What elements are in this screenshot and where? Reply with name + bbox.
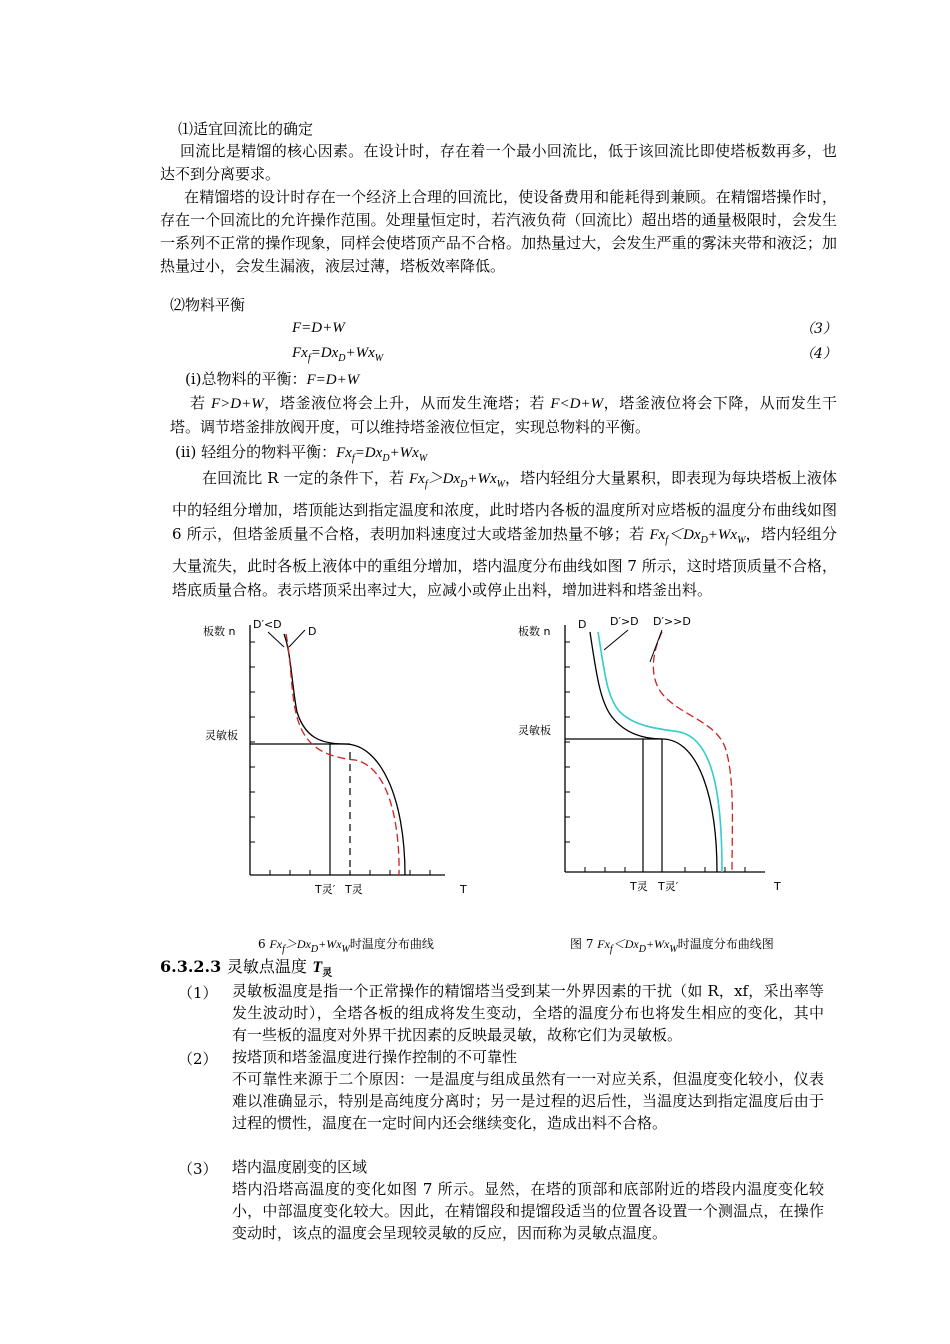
fig7-tick-tprime: T灵′	[658, 880, 679, 893]
paragraph-light-component: 在回流比 R 一定的条件下，若 $Fx_f>Dx_D+Wx_W$，塔内轻组分大量累积，即表现为每块塔板上液体中的轻组分增加，塔顶能达到指定温度和浓度，此时塔内各板的温度所对应塔板的温度分布曲线如图 6 所示，但塔釜质量不合格，表明加料速度过大或塔釜加热量不够；若 $Fx_f<Dx_D+Wx_W$，塔内轻组分大量流失，此时各板上液体中的重组分增加，塔内温度分布曲线如图 7 所示，这时塔顶质量不合格，塔底质量合格。表示塔顶采出率过大，应减小或停止出料，增加进料和塔釜出料。	[172, 469, 837, 599]
item-3-body: 塔内沿塔高温度的变化如图 7 所示。显然，在塔的顶部和底部附近的塔段内温度变化较小，中部温度变化较大。因此，在精馏段和提馏段适当的位置各设置一个测温点，在操作变动时，该点的温度会呈现较灵敏的反应，因而称为灵敏点温度。	[232, 1180, 824, 1242]
figure-7	[510, 612, 810, 902]
equation-3: F=D+W	[292, 320, 345, 336]
fig7-label-ddprime: D′>>D	[653, 615, 691, 628]
fig6-label-dprime: D′<D	[253, 618, 282, 631]
section-1-title: ⑴适宜回流比的确定	[178, 120, 314, 138]
fig7-tick-t: T灵	[630, 880, 648, 893]
fig7-label-dprime: D′>D	[610, 615, 639, 628]
fig7-y-ticks	[565, 642, 570, 842]
fig6-leader-dprime	[268, 632, 284, 647]
fig7-y-label: 板数 n	[518, 625, 551, 638]
figure-7-caption: 图 7 $Fx_f<Dx_D+Wx_W$时温度分布曲线图	[570, 937, 774, 955]
fig6-tick-tprime: T灵′	[315, 883, 336, 896]
paragraph-total-balance: 若 F>D+W，塔釜液位将会上升，从而发生淹塔；若 F<D+W，塔釜液位将会下降，从而发生干塔。调节塔釜排放阀开度，可以维持塔釜液位恒定，实现总物料的平衡。	[170, 394, 837, 436]
equation-4: $Fx_f=Dx_D+Wx_W$	[292, 345, 384, 364]
equation-4-number: （4）	[800, 346, 837, 362]
fig6-label-d: D	[308, 625, 317, 638]
item-1-body: 灵敏板温度是指一个正常操作的精馏塔当受到某一外界因素的干扰（如 R，xf，采出率等发生波动时），全塔各板的组成将发生变动，全塔的温度分布也将发生相应的变化，其中有一些板的温度对外界干扰因素的反映最灵敏，故称它们为灵敏板。	[232, 982, 824, 1044]
fig6-y-label: 板数 n	[203, 625, 236, 638]
section-2-title: ⑵物料平衡	[170, 296, 246, 314]
fig6-tick-t: T灵	[345, 883, 363, 896]
fig6-leader-d	[289, 630, 305, 647]
fig7-curve-dprime	[598, 632, 722, 872]
paragraph-reflux-economic: 在精馏塔的设计时存在一个经济上合理的回流比，使设备费用和能耗得到兼顾。在精馏塔操作时，存在一个回流比的允许操作范围。处理量恒定时，若汽液负荷（回流比）超出塔的通量极限时，会发生一系列不正常的操作现象，同样会使塔顶产品不合格。加热量过大，会发生严重的雾沫夹带和液泛；加热量过小，会发生漏液，液层过薄，塔板效率降低。	[160, 188, 837, 275]
fig7-sensitive-plate-label: 灵敏板	[518, 724, 551, 737]
fig7-label-d: D	[578, 618, 587, 631]
item-2-title: 按塔顶和塔釜温度进行操作控制的不可靠性	[232, 1048, 518, 1066]
equation-3-number: （3）	[800, 321, 837, 337]
figure-6-caption: 6 $Fx_f>Dx_D+Wx_W$时温度分布曲线	[258, 937, 434, 955]
fig7-leader-ddprime	[650, 630, 662, 662]
item-3-number: （3）	[178, 1160, 218, 1178]
fig6-y-ticks	[250, 642, 255, 842]
item-2-body: 不可靠性来源于二个原因：一是温度与组成虽然有一一对应关系，但温度变化较小，仪表难以准确显示，特别是高纯度分离时；另一是过程的迟后性，当温度达到指定温度后由于过程的惯性，温度在一定时间内还会继续变化，造成出料不合格。	[232, 1070, 824, 1132]
item-1-number: （1）	[178, 984, 218, 1002]
fig7-x-ticks	[585, 867, 745, 872]
fig6-curve-dprime	[286, 634, 399, 875]
item-3-title: 塔内温度剧变的区域	[232, 1158, 368, 1176]
item-2-number: （2）	[178, 1050, 218, 1068]
fig6-curve-d	[284, 634, 405, 875]
fig6-sensitive-plate-label: 灵敏板	[205, 729, 238, 742]
paragraph-reflux-core: 回流比是精馏的核心因素。在设计时，存在着一个最小回流比，低于该回流比即使塔板数再多，也达不到分离要求。	[160, 142, 837, 183]
light-component-balance-line: (ii) 轻组分的物料平衡：$Fx_f=Dx_D+Wx_W$	[175, 443, 428, 464]
fig7-leader-dprime	[604, 630, 628, 650]
figure-6	[195, 612, 485, 902]
fig6-x-label: T	[460, 883, 467, 896]
fig7-x-label: T	[774, 880, 781, 893]
total-balance-line: (i)总物料的平衡：F=D+W	[185, 370, 360, 388]
section-heading: 6.3.2.3 灵敏点温度 $T_灵$	[160, 957, 333, 979]
